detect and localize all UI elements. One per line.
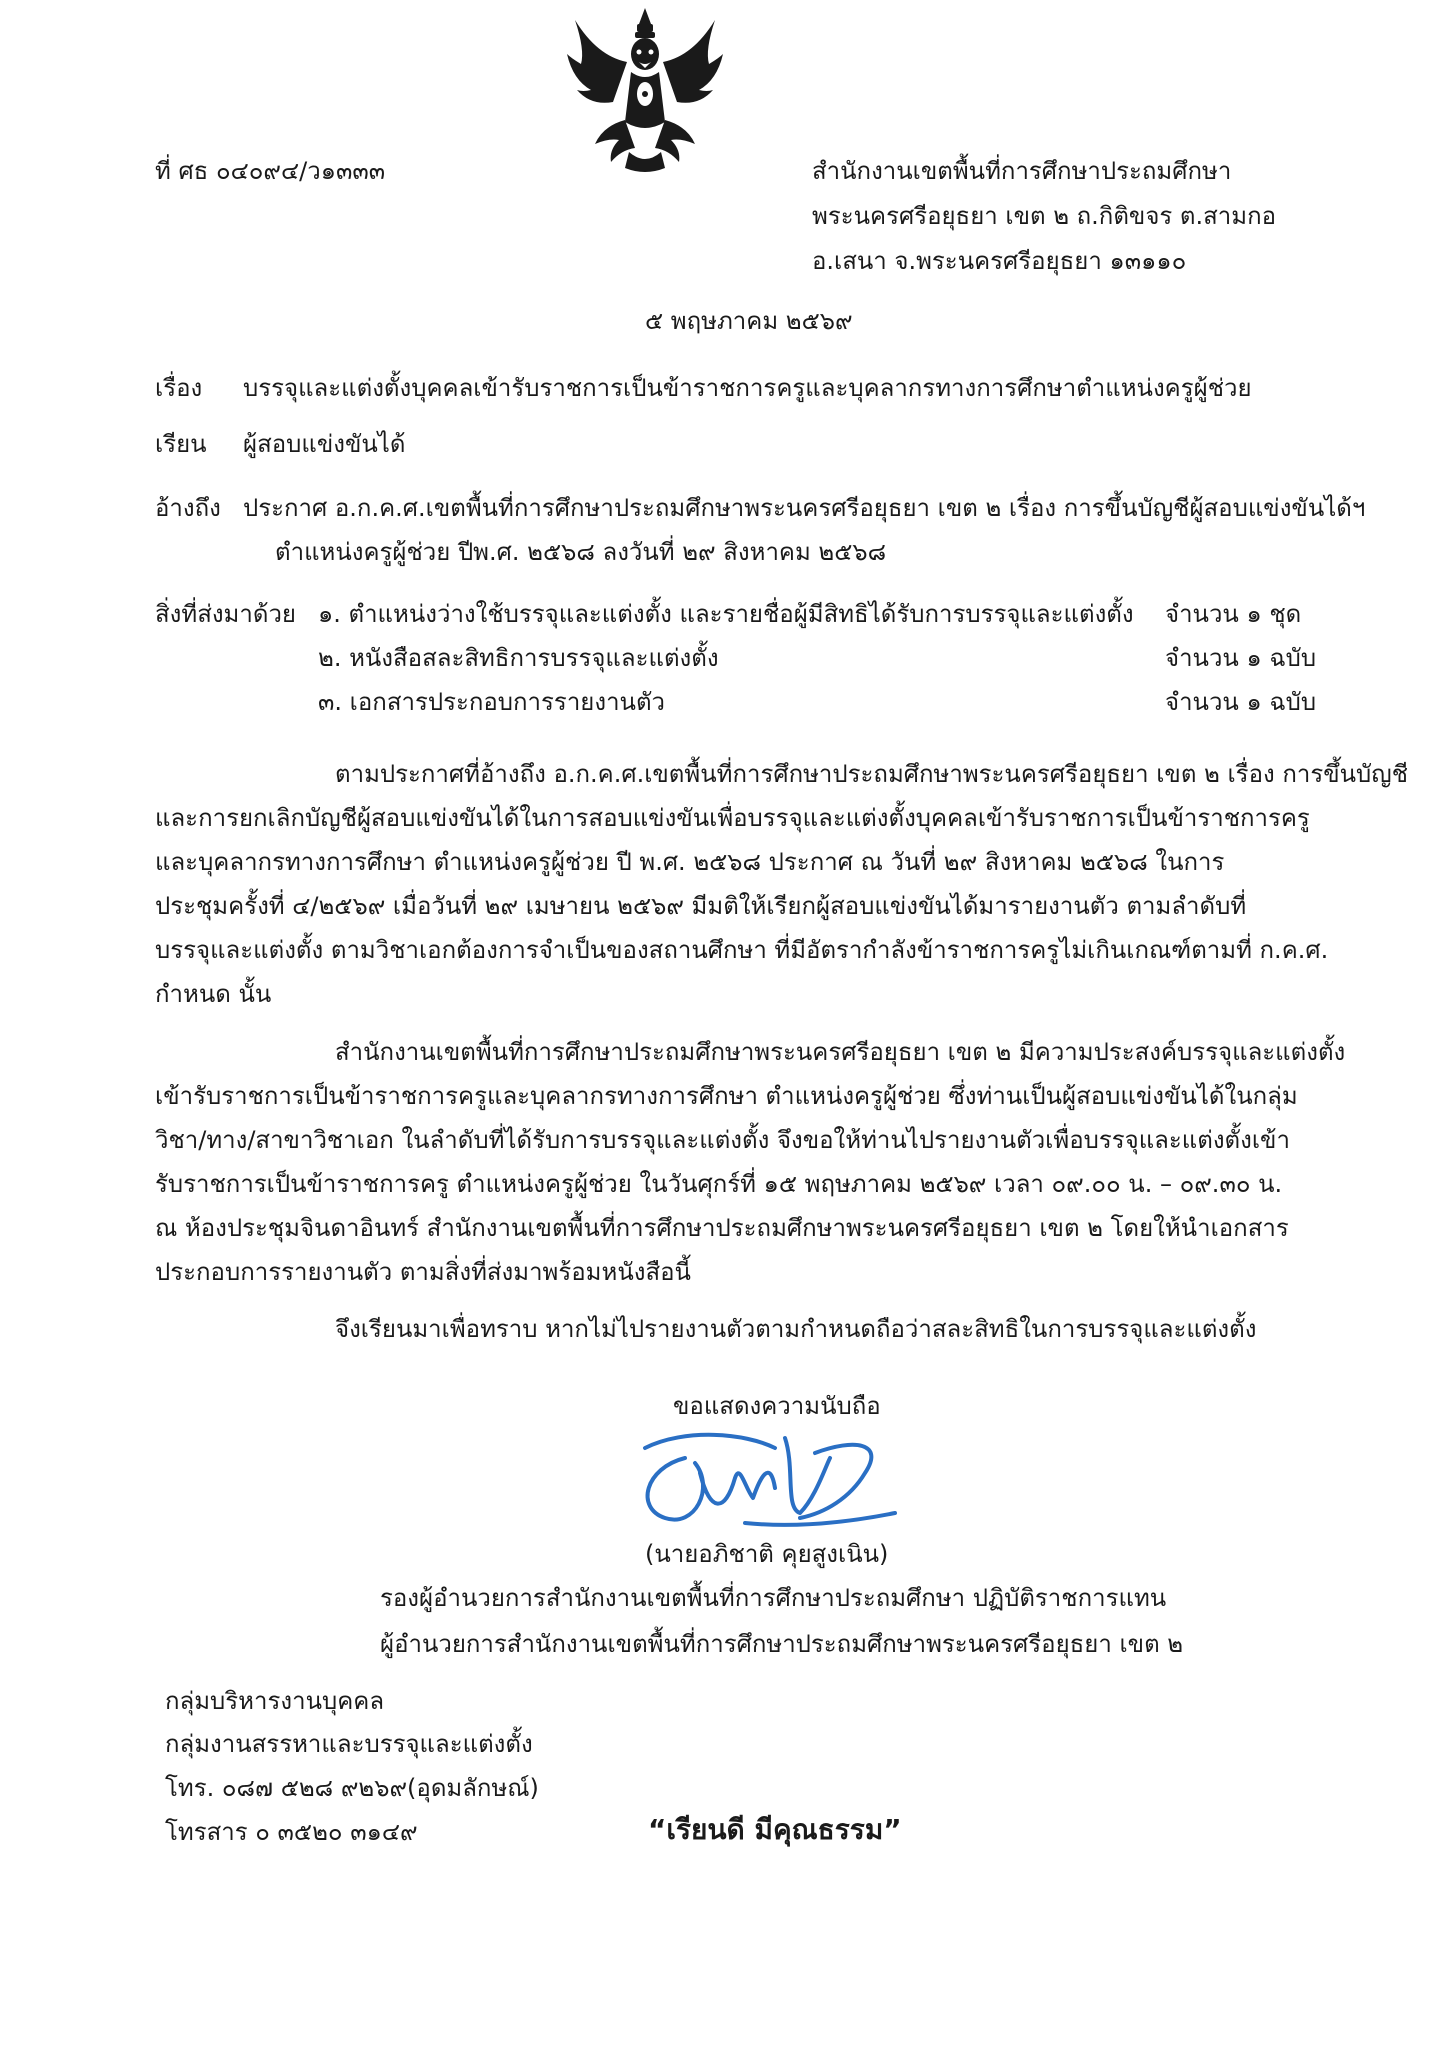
body-paragraph-3: จึงเรียนมาเพื่อทราบ หากไม่ไปรายงานตัวตามกำหนดถือว่าสละสิทธิในการบรรจุและแต่งตั้ง <box>335 1315 1257 1343</box>
paragraph-line: ตามประกาศที่อ้างถึง อ.ก.ค.ศ.เขตพื้นที่การศึกษาประถมศึกษาพระนครศรีอยุธยา เขต ๒ เรื่อง การขึ้นบัญชี <box>335 760 1409 788</box>
contact-line-3: โทร. ๐๘๗ ๕๒๘ ๙๒๖๙(อุดมลักษณ์) <box>165 1774 539 1802</box>
reference-line-2: ตำแหน่งครูผู้ช่วย ปีพ.ศ. ๒๕๖๘ ลงวันที่ ๒๙ สิงหาคม ๒๕๖๘ <box>275 538 887 566</box>
sender-address-line-3: อ.เสนา จ.พระนครศรีอยุธยา ๑๓๑๑๐ <box>812 247 1187 275</box>
garuda-emblem-icon <box>565 2 725 182</box>
enclosure-item-2: ๒. หนังสือสละสิทธิการบรรจุและแต่งตั้ง <box>318 644 719 672</box>
signatory-name: (นายอภิชาติ คุยสูงเนิน) <box>645 1540 889 1568</box>
closing-text: ขอแสดงความนับถือ <box>673 1392 881 1420</box>
subject-text: บรรจุและแต่งตั้งบุคคลเข้ารับราชการเป็นข้าราชการครูและบุคลากรทางการศึกษาตำแหน่งครูผู้ช่วย <box>243 374 1252 402</box>
document-date: ๕ พฤษภาคม ๒๕๖๙ <box>645 307 853 335</box>
enclosure-item-1: ๑. ตำแหน่งว่างใช้บรรจุและแต่งตั้ง และรายชื่อผู้มีสิทธิได้รับการบรรจุและแต่งตั้ง <box>318 600 1134 628</box>
enclosure-qty-1: จำนวน ๑ ชุด <box>1165 600 1302 628</box>
enclosure-qty-3: จำนวน ๑ ฉบับ <box>1165 688 1317 716</box>
reference-label: อ้างถึง <box>155 494 221 522</box>
contact-line-4: โทรสาร ๐ ๓๕๒๐ ๓๑๔๙ <box>165 1818 418 1846</box>
to-label: เรียน <box>155 430 207 458</box>
paragraph-line: บรรจุและแต่งตั้ง ตามวิชาเอกต้องการจำเป็นของสถานศึกษา ที่มีอัตรากำลังข้าราชการครูไม่เกินเกณฑ์ตามที่ ก.ค.ศ. <box>155 936 1329 964</box>
motto: “เรียนดี มีคุณธรรม” <box>648 1813 902 1846</box>
paragraph-line: รับราชการเป็นข้าราชการครู ตำแหน่งครูผู้ช่วย ในวันศุกร์ที่ ๑๕ พฤษภาคม ๒๕๖๙ เวลา ๐๙.๐๐ น. – ๐๙.๓๐ น. <box>155 1170 1283 1198</box>
signatory-position-line-2: ผู้อำนวยการสำนักงานเขตพื้นที่การศึกษาประถมศึกษาพระนครศรีอยุธยา เขต ๒ <box>380 1630 1184 1658</box>
paragraph-line: วิชา/ทาง/สาขาวิชาเอก ในลำดับที่ได้รับการบรรจุและแต่งตั้ง จึงขอให้ท่านไปรายงานตัวเพื่อบรรจุและแต่งตั้งเข้า <box>155 1126 1290 1154</box>
enclosures-label: สิ่งที่ส่งมาด้วย <box>155 600 296 628</box>
paragraph-line: เข้ารับราชการเป็นข้าราชการครูและบุคลากรทางการศึกษา ตำแหน่งครูผู้ช่วย ซึ่งท่านเป็นผู้สอบแข่งขันได้ในกลุ่ม <box>155 1082 1298 1110</box>
sender-address-line-1: สำนักงานเขตพื้นที่การศึกษาประถมศึกษา <box>812 157 1232 185</box>
paragraph-line: ประชุมครั้งที่ ๔/๒๕๖๙ เมื่อวันที่ ๒๙ เมษายน ๒๕๖๙ มีมติให้เรียกผู้สอบแข่งขันได้มารายงานตัว ตามลำดับที่ <box>155 892 1247 920</box>
document-number: ที่ ศธ ๐๔๐๙๔/ว๑๓๓๓ <box>155 157 386 185</box>
paragraph-line: และการยกเลิกบัญชีผู้สอบแข่งขันได้ในการสอบแข่งขันเพื่อบรรจุและแต่งตั้งบุคคลเข้ารับราชการเป็นข้าราชการครู <box>155 804 1310 832</box>
body-paragraph-1 <box>155 752 1409 1016</box>
paragraph-line: ประกอบการรายงานตัว ตามสิ่งที่ส่งมาพร้อมหนังสือนี้ <box>155 1258 691 1286</box>
paragraph-line: และบุคลากรทางการศึกษา ตำแหน่งครูผู้ช่วย ปี พ.ศ. ๒๕๖๘ ประกาศ ณ วันที่ ๒๙ สิงหาคม ๒๕๖๘ ในการ <box>155 848 1225 876</box>
reference-line-1: ประกาศ อ.ก.ค.ศ.เขตพื้นที่การศึกษาประถมศึกษาพระนครศรีอยุธยา เขต ๒ เรื่อง การขึ้นบัญชีผู้สอบแข่งขันได้ฯ <box>243 494 1366 522</box>
subject-label: เรื่อง <box>155 374 203 402</box>
enclosure-qty-2: จำนวน ๑ ฉบับ <box>1165 644 1317 672</box>
to-text: ผู้สอบแข่งขันได้ <box>243 430 406 458</box>
enclosure-item-3: ๓. เอกสารประกอบการรายงานตัว <box>318 688 666 716</box>
contact-line-1: กลุ่มบริหารงานบุคคล <box>165 1687 385 1715</box>
sender-address-line-2: พระนครศรีอยุธยา เขต ๒ ถ.กิติขจร ต.สามกอ <box>812 202 1277 230</box>
paragraph-line: สำนักงานเขตพื้นที่การศึกษาประถมศึกษาพระนครศรีอยุธยา เขต ๒ มีความประสงค์บรรจุและแต่งตั้ง <box>335 1038 1346 1066</box>
signature-icon <box>625 1418 905 1548</box>
paragraph-line: ณ ห้องประชุมจินดาอินทร์ สำนักงานเขตพื้นที่การศึกษาประถมศึกษาพระนครศรีอยุธยา เขต ๒ โดยให้นำเอกสาร <box>155 1214 1289 1242</box>
signatory-position-line-1: รองผู้อำนวยการสำนักงานเขตพื้นที่การศึกษาประถมศึกษา ปฏิบัติราชการแทน <box>380 1584 1167 1612</box>
body-paragraph-2 <box>155 1030 1346 1294</box>
contact-line-2: กลุ่มงานสรรหาและบรรจุและแต่งตั้ง <box>165 1730 533 1758</box>
paragraph-line: กำหนด นั้น <box>155 980 272 1008</box>
